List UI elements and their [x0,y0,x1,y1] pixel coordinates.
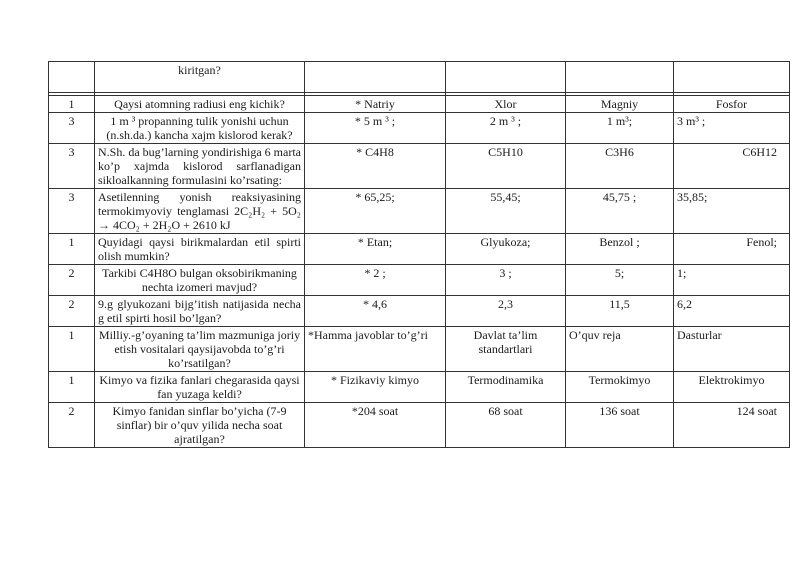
table-row [49,96,790,113]
table-row [49,144,790,189]
answer-a-cell: * 5 m ³ ; [305,113,446,144]
answer-c-cell: C3H6 [566,144,674,189]
score-cell: 1 [49,96,95,113]
answer-a-cell: * Etan; [305,234,446,265]
answer-d-cell: 1; [674,265,790,296]
answer-b-cell: 2 m ³ ; [446,113,566,144]
answer-d-cell: 124 soat [674,403,790,448]
answer-b-cell: 68 soat [446,403,566,448]
answer-b-cell: 55,45; [446,189,566,234]
score-cell: 3 [49,144,95,189]
question-cell: Asetilenning yonish reaksiyasining termokimyoviy tenglamasi 2C₂H₂ + 5O₂ → 4CO₂ + 2H₂O + 2610 kJ [95,189,305,234]
score-cell: 3 [49,189,95,234]
table-row [49,189,790,234]
answer-c-cell: 5; [566,265,674,296]
score-cell: 1 [49,234,95,265]
answer-b-cell: 3 ; [446,265,566,296]
answer-d-cell: 6,2 [674,296,790,327]
answer-a-cell: * Natriy [305,96,446,113]
table-row [49,62,790,93]
question-cell: Tarkibi C4H8O bulgan oksobirikmaning nechta izomeri mavjud? [95,265,305,296]
score-cell: 2 [49,403,95,448]
answer-c-cell: Termokimyo [566,372,674,403]
answer-a-cell: * 4,6 [305,296,446,327]
answer-d-cell: Dasturlar [674,327,790,372]
score-cell: 3 [49,113,95,144]
answer-c-cell: 45,75 ; [566,189,674,234]
answer-c-cell: 1 m³; [566,113,674,144]
answer-b-cell: Xlor [446,96,566,113]
table-row [49,296,790,327]
question-cell: N.Sh. da bug’larning yondirishiga 6 marta ko’p xajmda kislorod sarflanadigan sikloalkanning formulasini ko’rsating: [95,144,305,189]
question-cell: Qaysi atomning radiusi eng kichik? [95,96,305,113]
question-cell: Kimyo va fizika fanlari chegarasida qaysi fan yuzaga keldi? [95,372,305,403]
answer-c-cell: O’quv reja [566,327,674,372]
answer-d-cell: Elektrokimyo [674,372,790,403]
table-row [49,327,790,372]
answer-a-cell: * 2 ; [305,265,446,296]
answer-c-cell: 11,5 [566,296,674,327]
score-cell: 2 [49,265,95,296]
answer-a-cell: *Hamma javoblar to’g’ri [305,327,446,372]
answer-b-cell: C5H10 [446,144,566,189]
score-cell: 1 [49,327,95,372]
table-row [49,265,790,296]
answer-d-cell: Fenol; [674,234,790,265]
answer-a-cell: * 65,25; [305,189,446,234]
question-cell: Kimyo fanidan sinflar bo’yicha (7-9 sinflar) bir o’quv yilida necha soat ajratilgan? [95,403,305,448]
table-row [49,403,790,448]
answer-d-cell: Fosfor [674,96,790,113]
answer-d-cell: 35,85; [674,189,790,234]
question-cell: 9.g glyukozani bijg’itish natijasida necha g etil spirti hosil bo’lgan? [95,296,305,327]
score-cell: 1 [49,372,95,403]
answer-a-cell: * C4H8 [305,144,446,189]
answer-d-cell: 3 m³ ; [674,113,790,144]
answer-d-cell: C6H12 [674,144,790,189]
test-questions-table [48,61,790,448]
table-row [49,234,790,265]
answer-c-cell: Benzol ; [566,234,674,265]
question-cell: kiritgan? [95,62,305,93]
answer-a-cell: *204 soat [305,403,446,448]
answer-b-cell: Termodinamika [446,372,566,403]
answer-b-cell: Davlat ta’lim standartlari [446,327,566,372]
question-cell: Quyidagi qaysi birikmalardan etil spirti olish mumkin? [95,234,305,265]
answer-b-cell: 2,3 [446,296,566,327]
table-row [49,372,790,403]
table-row [49,113,790,144]
question-cell: Milliy.-g’oyaning ta’lim mazmuniga joriy etish vositalari qaysijavobda to’g’ri ko’rsatilgan? [95,327,305,372]
answer-c-cell: Magniy [566,96,674,113]
answer-a-cell: * Fizikaviy kimyo [305,372,446,403]
answer-b-cell: Glyukoza; [446,234,566,265]
question-cell: 1 m ³ propanning tulik yonishi uchun (n.sh.da.) kancha xajm kislorod kerak? [95,113,305,144]
answer-c-cell: 136 soat [566,403,674,448]
score-cell: 2 [49,296,95,327]
